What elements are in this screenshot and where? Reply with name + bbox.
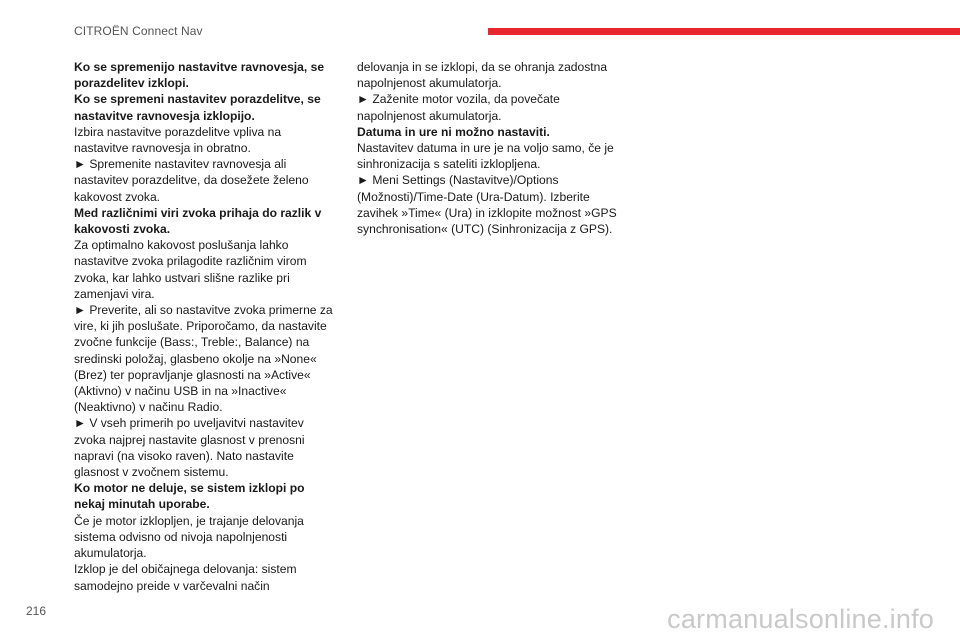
body-line: vire, ki jih poslušate. Priporočamo, da nastavite — [74, 319, 327, 334]
body-line: glasnost v zvočnem sistemu. — [74, 465, 229, 480]
heading-line: Ko motor ne deluje, se sistem izklopi po — [74, 481, 305, 496]
body-line: (Aktivno) v načinu USB in na »Inactive« — [74, 384, 287, 399]
body-line: (Možnosti)/Time-Date (Ura-Datum). Izberite — [357, 189, 590, 204]
header-accent-bar — [488, 28, 960, 35]
heading-line: Med različnimi viri zvoka prihaja do razlik v — [74, 205, 322, 220]
body-line: zvočne funkcije (Bass:, Treble:, Balance) na — [74, 335, 310, 350]
body-line: akumulatorja. — [74, 546, 147, 561]
body-line: Za optimalno kakovost poslušanja lahko — [74, 238, 289, 253]
body-line: napravi (na visoko raven). Nato nastavite — [74, 448, 294, 463]
heading-line: Ko se spremeni nastavitev porazdelitve, se — [74, 92, 321, 107]
body-line: ► Preverite, ali so nastavitve zvoka primerne za — [74, 303, 333, 318]
text-column-left — [74, 59, 342, 594]
body-line: delovanja in se izklopi, da se ohranja zadostna — [357, 60, 608, 74]
body-line: zvoka najprej nastavite glasnost v prenosni — [74, 432, 305, 447]
body-line: zvoka, kar lahko ustvari slišne razlike pri — [74, 270, 290, 285]
body-line: zavihek »Time« (Ura) in izklopite možnost »GPS — [357, 205, 617, 220]
body-line: nastavitve ravnovesja in obratno. — [74, 141, 251, 156]
body-line: napolnjenost akumulatorja. — [357, 76, 502, 91]
body-line: nastavitev porazdelitve, da dosežete želeno — [74, 173, 309, 188]
running-header-title: CITROËN Connect Nav — [74, 24, 203, 38]
body-line: sinhronizacija s sateliti izklopljena. — [357, 157, 541, 172]
body-line: (Neaktivno) v načinu Radio. — [74, 400, 223, 415]
body-line: Izklop je del običajnega delovanja: sistem — [74, 562, 297, 577]
body-line: sredinski položaj, glasbeno okolje na »None« — [74, 351, 317, 366]
body-line: Če je motor izklopljen, je trajanje delovanja — [74, 513, 304, 528]
heading-line: nastavitve ravnovesja izklopijo. — [74, 108, 255, 123]
body-line: ► Spremenite nastavitev ravnovesja ali — [74, 157, 287, 172]
body-line: ► V vseh primerih po uveljavitvi nastavitev — [74, 416, 304, 431]
body-line: sistema odvisno od nivoja napolnjenosti — [74, 529, 288, 544]
body-line: ► Meni Settings (Nastavitve)/Options — [357, 173, 559, 188]
body-line: zamenjavi vira. — [74, 286, 155, 301]
page-number: 216 — [26, 604, 47, 618]
heading-line: Datuma in ure ni možno nastaviti. — [357, 124, 550, 139]
text-column-right — [357, 59, 627, 237]
heading-line: kakovosti zvoka. — [74, 222, 171, 237]
body-line: Izbira nastavitve porazdelitve vpliva na — [74, 124, 282, 139]
heading-line: porazdelitev izklopi. — [74, 76, 189, 91]
body-line: ► Zaženite motor vozila, da povečate — [357, 92, 560, 107]
body-line: (Brez) ter popravljanje glasnosti na »Active« — [74, 367, 311, 382]
watermark-logo: carmanualsonline.info — [667, 604, 934, 634]
body-line: napolnjenost akumulatorja. — [357, 108, 502, 123]
body-line: samodejno preide v varčevalni način — [74, 578, 270, 593]
body-line: kakovost zvoka. — [74, 189, 161, 204]
heading-line: nekaj minutah uporabe. — [74, 497, 210, 512]
body-line: Nastavitev datuma in ure je na voljo samo, če je — [357, 141, 614, 156]
heading-line: Ko se spremenijo nastavitve ravnovesja, se — [74, 60, 325, 74]
body-line: nastavitve zvoka prilagodite različnim virom — [74, 254, 307, 269]
body-line: synchronisation« (UTC) (Sinhronizacija z GPS). — [357, 222, 613, 237]
